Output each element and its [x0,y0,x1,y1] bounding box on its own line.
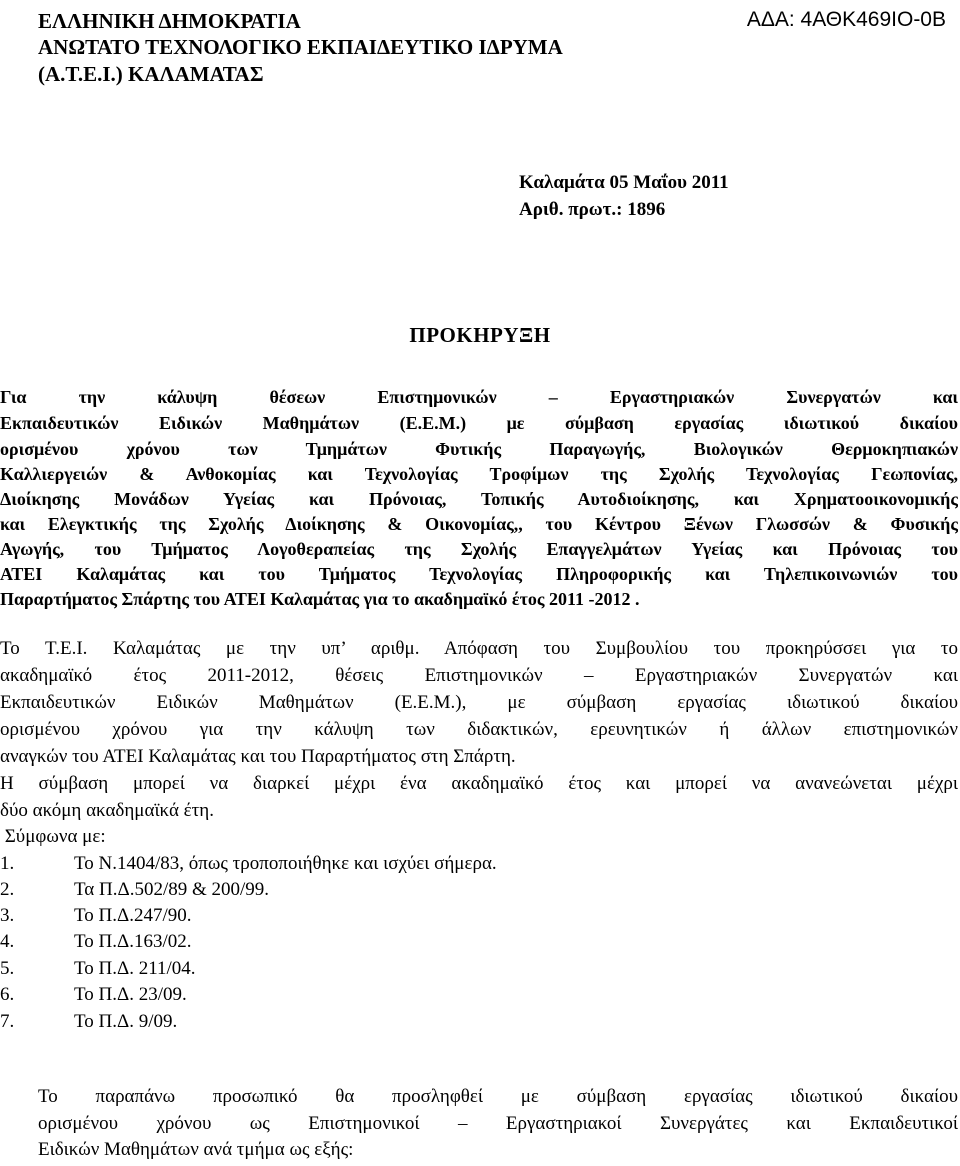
subject-line: και Ελεγκτικής της Σχολής Διοίκησης & Οικονομίας,, του Κέντρου Ξένων Γλωσσών & Φυσικής [0,514,958,534]
document-date: Καλαμάτα 05 Μαΐου 2011 [519,172,729,193]
subject-line: Διοίκησης Μονάδων Υγείας και Πρόνοιας, Τοπικής Αυτοδιοίκησης, και Χρηματοοικονομικής [0,489,958,509]
page-title: ΠΡΟΚΗΡΥΞΗ [409,323,551,347]
body-line: ακαδημαϊκό έτος 2011-2012, θέσεις Επιστημονικών – Εργαστηριακών Συνεργατών και [0,665,958,686]
closing-line: ορισμένου χρόνου ως Επιστημονικοί – Εργαστηριακοί Συνεργάτες και Εκπαιδευτικοί [38,1113,958,1134]
law-list-item: Το Π.Δ.163/02. [74,931,192,952]
subject-line: ορισμένου χρόνου των Τμημάτων Φυτικής Παραγωγής, Βιολογικών Θερμοκηπιακών [0,439,958,459]
subject-line: Παραρτήματος Σπάρτης του ΑΤΕΙ Καλαμάτας για το ακαδημαϊκό έτος 2011 -2012 . [0,589,640,609]
closing-line: Ειδικών Μαθημάτων ανά τμήμα ως εξής: [38,1139,354,1160]
body-line: Εκπαιδευτικών Ειδικών Μαθημάτων (Ε.Ε.Μ.), με σύμβαση εργασίας ιδιωτικού δικαίου [0,692,958,713]
law-list-item: Το Π.Δ. 9/09. [74,1011,178,1032]
according-to-label: Σύμφωνα με: [0,826,106,847]
subject-line: ΑΤΕΙ Καλαμάτας και του Τμήματος Τεχνολογίας Πληροφορικής και Τηλεπικοινωνιών του [0,564,958,584]
law-list-number: 5. [0,958,15,979]
body-line: αναγκών του ΑΤΕΙ Καλαμάτας και του Παραρτήματος στη Σπάρτη. [0,746,516,767]
law-list-item: Το Ν.1404/83, όπως τροποποιήθηκε και ισχύει σήμερα. [74,853,497,874]
law-list-number: 6. [0,984,15,1005]
subject-line: Εκπαιδευτικών Ειδικών Μαθημάτων (Ε.Ε.Μ.) με σύμβαση εργασίας ιδιωτικού δικαίου [0,413,958,433]
subject-line: Για την κάλυψη θέσεων Επιστημονικών – Εργαστηριακών Συνεργατών και [0,387,958,407]
law-list-number: 7. [0,1011,15,1032]
law-list-number: 1. [0,853,15,874]
header-line-city: (Α.Τ.Ε.Ι.) ΚΑΛΑΜΑΤΑΣ [38,62,264,86]
law-list-item: Τα Π.Δ.502/89 & 200/99. [74,879,270,900]
ada-code: ΑΔΑ: 4ΑΘΚ469ΙΟ-0Β [746,8,946,31]
header-line-country: ΕΛΛΗΝΙΚΗ ΔΗΜΟΚΡΑΤΙΑ [38,9,301,33]
protocol-number: Αριθ. πρωτ.: 1896 [519,199,666,220]
body-line: δύο ακόμη ακαδημαϊκά έτη. [0,800,214,821]
body-line: ορισμένου χρόνου για την κάλυψη των διδακτικών, ερευνητικών ή άλλων επιστημονικών [0,719,958,740]
law-list-item: Το Π.Δ. 211/04. [74,958,196,979]
law-list-item: Το Π.Δ. 23/09. [74,984,187,1005]
subject-line: Αγωγής, του Τμήματος Λογοθεραπείας της Σχολής Επαγγελμάτων Υγείας και Πρόνοιας του [0,539,958,559]
subject-line: Καλλιεργειών & Ανθοκομίας και Τεχνολογίας Τροφίμων της Σχολής Τεχνολογίας Γεωπονίας, [0,464,958,484]
body-line: Το Τ.Ε.Ι. Καλαμάτας με την υπ’ αριθμ. Απόφαση του Συμβουλίου του προκηρύσσει για το [0,638,958,659]
law-list-number: 3. [0,905,15,926]
law-list-number: 2. [0,879,15,900]
law-list-item: Το Π.Δ.247/90. [74,905,192,926]
closing-line: Το παραπάνω προσωπικό θα προσληφθεί με σύμβαση εργασίας ιδιωτικού δικαίου [38,1086,958,1107]
body-line: Η σύμβαση μπορεί να διαρκεί μέχρι ένα ακαδημαϊκό έτος και μπορεί να ανανεώνεται μέχρι [0,773,958,794]
law-list-number: 4. [0,931,15,952]
header-line-institution: ΑΝΩΤΑΤΟ ΤΕΧΝΟΛΟΓΙΚΟ ΕΚΠΑΙΔΕΥΤΙΚΟ ΙΔΡΥΜΑ [38,35,563,59]
